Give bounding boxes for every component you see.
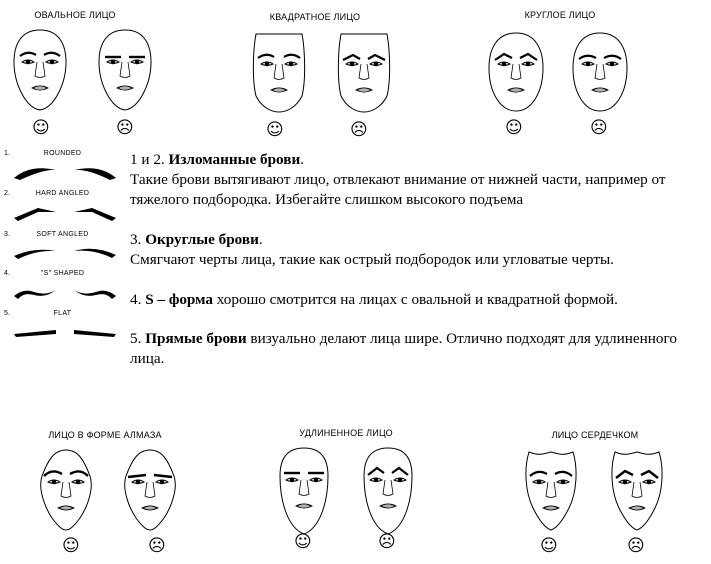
face-group-square [240,0,410,140]
frown-icon: ☹ [378,532,396,552]
face-group-oval [0,0,170,140]
brow-label: "S" SHAPED [40,270,85,277]
frown-icon: ☹ [148,536,166,556]
brow-label: SOFT ANGLED [36,231,89,238]
smile-icon: ☺ [266,120,284,140]
paragraph-bold-title: S – форма [145,291,213,308]
face-illustration-good [12,28,68,112]
brow-item-hard-angled [0,188,125,228]
paragraph-prefix: 3. [130,231,146,248]
group-title: ОВАЛЬНОЕ ЛИЦО [34,10,116,20]
frown-icon: ☹ [590,118,608,138]
group-title: КРУГЛОЕ ЛИЦО [524,10,596,20]
face-illustration-bad [607,448,667,532]
paragraph-heading [130,150,700,170]
face-illustration-bad [97,28,153,112]
smile-icon: ☺ [540,536,558,556]
paragraph-broken-brows [130,150,700,210]
paragraph-prefix: 5. [130,330,146,347]
smile-icon: ☺ [62,536,80,556]
face-group-long [266,424,446,564]
group-title: ЛИЦО В ФОРМЕ АЛМАЗА [48,430,162,440]
face-illustration-good [521,448,581,532]
paragraph-body: визуально делают лица шире. Отлично подходят для удлиненного лица. [130,330,677,367]
group-title: ЛИЦО СЕРДЕЧКОМ [551,430,639,440]
brow-number: 4. [4,270,10,277]
paragraph-body: Такие брови вытягивают лицо, отвлекают внимание от нижней части, например от тяжелого подбородка. Избегайте слишком высокого подъема [130,171,666,208]
brow-number: 3. [4,231,10,238]
paragraph-suffix: . [300,151,304,168]
frown-icon: ☹ [350,120,368,140]
paragraph-prefix: 4. [130,291,146,308]
brow-label: HARD ANGLED [35,190,90,197]
face-illustration-bad [360,446,416,536]
brow-label: FLAT [53,310,72,317]
brow-item-rounded [0,148,125,188]
paragraph-text [130,329,700,369]
brow-number: 5. [4,310,10,317]
brow-item-flat [0,308,125,348]
paragraph-bold-title: Округлые брови [145,231,259,248]
paragraph-rounded-brows [130,230,700,270]
brow-item-soft-angled [0,229,125,269]
face-illustration-bad [570,30,630,114]
brow-label: ROUNDED [43,150,82,157]
paragraph-body: хорошо смотрится на лицах с овальной и квадратной формой. [212,291,618,308]
face-illustration-good [486,30,546,114]
frown-icon: ☹ [116,118,134,138]
face-group-round [480,0,650,140]
frown-icon: ☹ [627,536,645,556]
paragraph-text [130,290,700,310]
smile-icon: ☺ [294,532,312,552]
face-illustration-bad [120,448,180,532]
group-title: КВАДРАТНОЕ ЛИЦО [269,12,361,22]
face-illustration-good [276,446,332,536]
paragraph-s-shape [130,290,700,310]
brow-soft-angled-icon [10,239,120,263]
paragraph-body: Смягчают черты лица, такие как острый подбородок или угловатые черты. [130,251,614,268]
face-illustration-good [36,448,96,532]
face-group-diamond [20,424,200,564]
brow-rounded-icon [10,160,120,184]
brow-hard-angled-icon [10,200,120,224]
brow-s-shaped-icon [10,280,120,304]
brow-number: 2. [4,190,10,197]
paragraph-bold-title: Прямые брови [145,330,247,347]
paragraph-flat-brows [130,329,700,369]
paragraph-bold-title: Изломанные брови [168,151,301,168]
brow-flat-icon [10,320,120,344]
paragraph-heading [130,230,700,250]
paragraph-prefix: 1 и 2. [130,151,169,168]
brow-item-s-shaped [0,268,125,308]
face-group-heart [515,424,695,564]
smile-icon: ☺ [32,118,50,138]
face-illustration-bad [335,30,393,114]
paragraph-suffix: . [258,231,263,248]
group-title: УДЛИНЕННОЕ ЛИЦО [299,428,393,438]
brow-number: 1. [4,150,10,157]
face-illustration-good [250,30,308,114]
smile-icon: ☺ [505,118,523,138]
